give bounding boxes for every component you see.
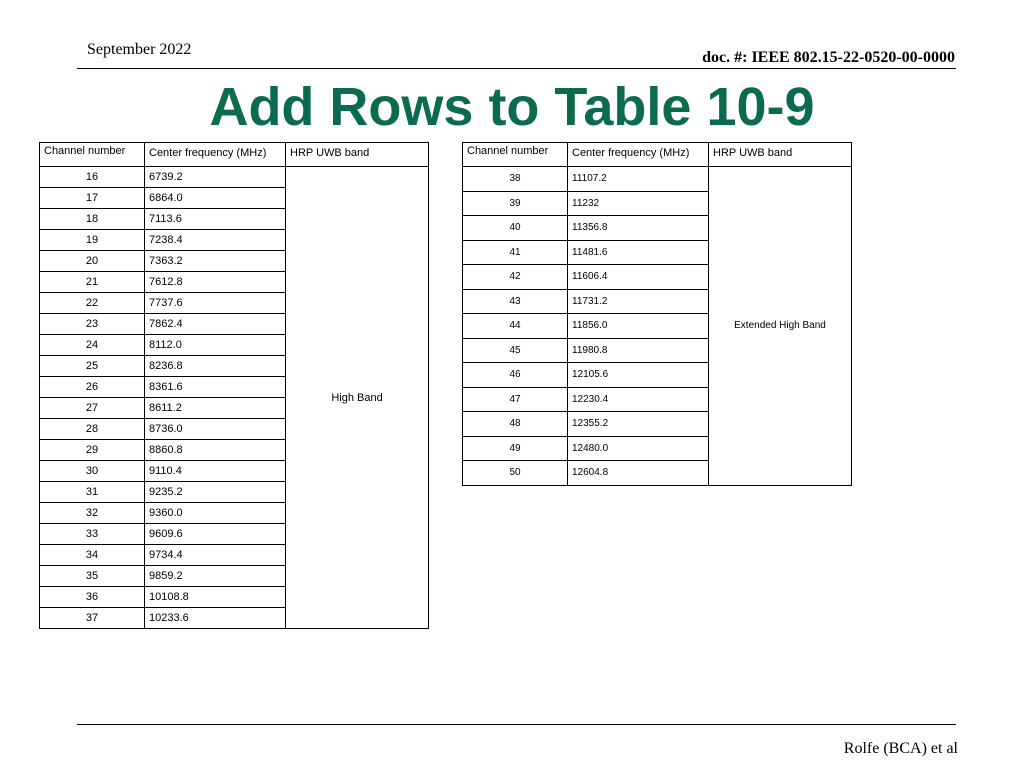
header-hrp-uwb-band: HRP UWB band — [709, 143, 852, 167]
channel-number-cell: 35 — [40, 566, 145, 587]
center-frequency-cell: 9110.4 — [145, 461, 286, 482]
center-frequency-cell: 8860.8 — [145, 440, 286, 461]
header-channel-number: Channel number — [463, 143, 568, 167]
header-center-frequency: Center frequency (MHz) — [568, 143, 709, 167]
center-frequency-cell: 11481.6 — [568, 240, 709, 265]
header-divider — [77, 68, 956, 69]
center-frequency-cell: 8361.6 — [145, 377, 286, 398]
band-cell: Extended High Band — [709, 167, 852, 486]
center-frequency-cell: 9235.2 — [145, 482, 286, 503]
center-frequency-cell: 9609.6 — [145, 524, 286, 545]
center-frequency-cell: 11356.8 — [568, 216, 709, 241]
channel-number-cell: 32 — [40, 503, 145, 524]
center-frequency-cell: 12355.2 — [568, 412, 709, 437]
center-frequency-cell: 8236.8 — [145, 356, 286, 377]
channel-number-cell: 28 — [40, 419, 145, 440]
channel-number-cell: 36 — [40, 587, 145, 608]
table-row — [40, 167, 429, 188]
header-date: September 2022 — [87, 41, 192, 58]
channel-number-cell: 34 — [40, 545, 145, 566]
channel-number-cell: 33 — [40, 524, 145, 545]
band-cell: High Band — [286, 167, 429, 629]
channel-number-cell: 22 — [40, 293, 145, 314]
channel-number-cell: 29 — [40, 440, 145, 461]
footer-divider — [77, 724, 956, 725]
channel-number-cell: 30 — [40, 461, 145, 482]
channel-number-cell: 44 — [463, 314, 568, 339]
center-frequency-cell: 6739.2 — [145, 167, 286, 188]
slide-title: Add Rows to Table 10-9 — [209, 77, 815, 137]
channel-number-cell: 26 — [40, 377, 145, 398]
channel-number-cell: 23 — [40, 314, 145, 335]
channel-number-cell: 24 — [40, 335, 145, 356]
footer-author: Rolfe (BCA) et al — [843, 740, 958, 757]
center-frequency-cell: 12230.4 — [568, 387, 709, 412]
channel-number-cell: 50 — [463, 461, 568, 486]
channel-number-cell: 20 — [40, 251, 145, 272]
center-frequency-cell: 12480.0 — [568, 436, 709, 461]
center-frequency-cell: 9360.0 — [145, 503, 286, 524]
center-frequency-cell: 12105.6 — [568, 363, 709, 388]
center-frequency-cell: 8112.0 — [145, 335, 286, 356]
channel-number-cell: 46 — [463, 363, 568, 388]
channel-number-cell: 41 — [463, 240, 568, 265]
channel-number-cell: 47 — [463, 387, 568, 412]
channel-number-cell: 21 — [40, 272, 145, 293]
channel-number-cell: 19 — [40, 230, 145, 251]
center-frequency-cell: 7363.2 — [145, 251, 286, 272]
center-frequency-cell: 7238.4 — [145, 230, 286, 251]
header-hrp-uwb-band: HRP UWB band — [286, 143, 429, 167]
channel-number-cell: 45 — [463, 338, 568, 363]
center-frequency-cell: 7612.8 — [145, 272, 286, 293]
center-frequency-cell: 8611.2 — [145, 398, 286, 419]
center-frequency-cell: 7737.6 — [145, 293, 286, 314]
center-frequency-cell: 9859.2 — [145, 566, 286, 587]
table-header-row — [463, 143, 852, 167]
center-frequency-cell: 10233.6 — [145, 608, 286, 629]
center-frequency-cell: 11232 — [568, 191, 709, 216]
header-doc-number: doc. #: IEEE 802.15-22-0520-00-0000 — [702, 49, 955, 66]
channel-number-cell: 18 — [40, 209, 145, 230]
channel-number-cell: 16 — [40, 167, 145, 188]
center-frequency-cell: 11856.0 — [568, 314, 709, 339]
channel-number-cell: 42 — [463, 265, 568, 290]
channel-number-cell: 17 — [40, 188, 145, 209]
channel-table-extended-high-band — [462, 142, 852, 486]
center-frequency-cell: 10108.8 — [145, 587, 286, 608]
channel-number-cell: 40 — [463, 216, 568, 241]
table-header-row — [40, 143, 429, 167]
center-frequency-cell: 11107.2 — [568, 167, 709, 192]
header-channel-number: Channel number — [40, 143, 145, 167]
channel-number-cell: 49 — [463, 436, 568, 461]
channel-number-cell: 31 — [40, 482, 145, 503]
table-row — [463, 167, 852, 192]
channel-number-cell: 38 — [463, 167, 568, 192]
center-frequency-cell: 9734.4 — [145, 545, 286, 566]
channel-number-cell: 25 — [40, 356, 145, 377]
channel-number-cell: 37 — [40, 608, 145, 629]
header-center-frequency: Center frequency (MHz) — [145, 143, 286, 167]
center-frequency-cell: 7113.6 — [145, 209, 286, 230]
center-frequency-cell: 11606.4 — [568, 265, 709, 290]
center-frequency-cell: 11731.2 — [568, 289, 709, 314]
center-frequency-cell: 11980.8 — [568, 338, 709, 363]
center-frequency-cell: 12604.8 — [568, 461, 709, 486]
channel-number-cell: 39 — [463, 191, 568, 216]
channel-number-cell: 27 — [40, 398, 145, 419]
center-frequency-cell: 6864.0 — [145, 188, 286, 209]
channel-table-high-band — [39, 142, 429, 629]
channel-number-cell: 43 — [463, 289, 568, 314]
channel-number-cell: 48 — [463, 412, 568, 437]
center-frequency-cell: 8736.0 — [145, 419, 286, 440]
center-frequency-cell: 7862.4 — [145, 314, 286, 335]
